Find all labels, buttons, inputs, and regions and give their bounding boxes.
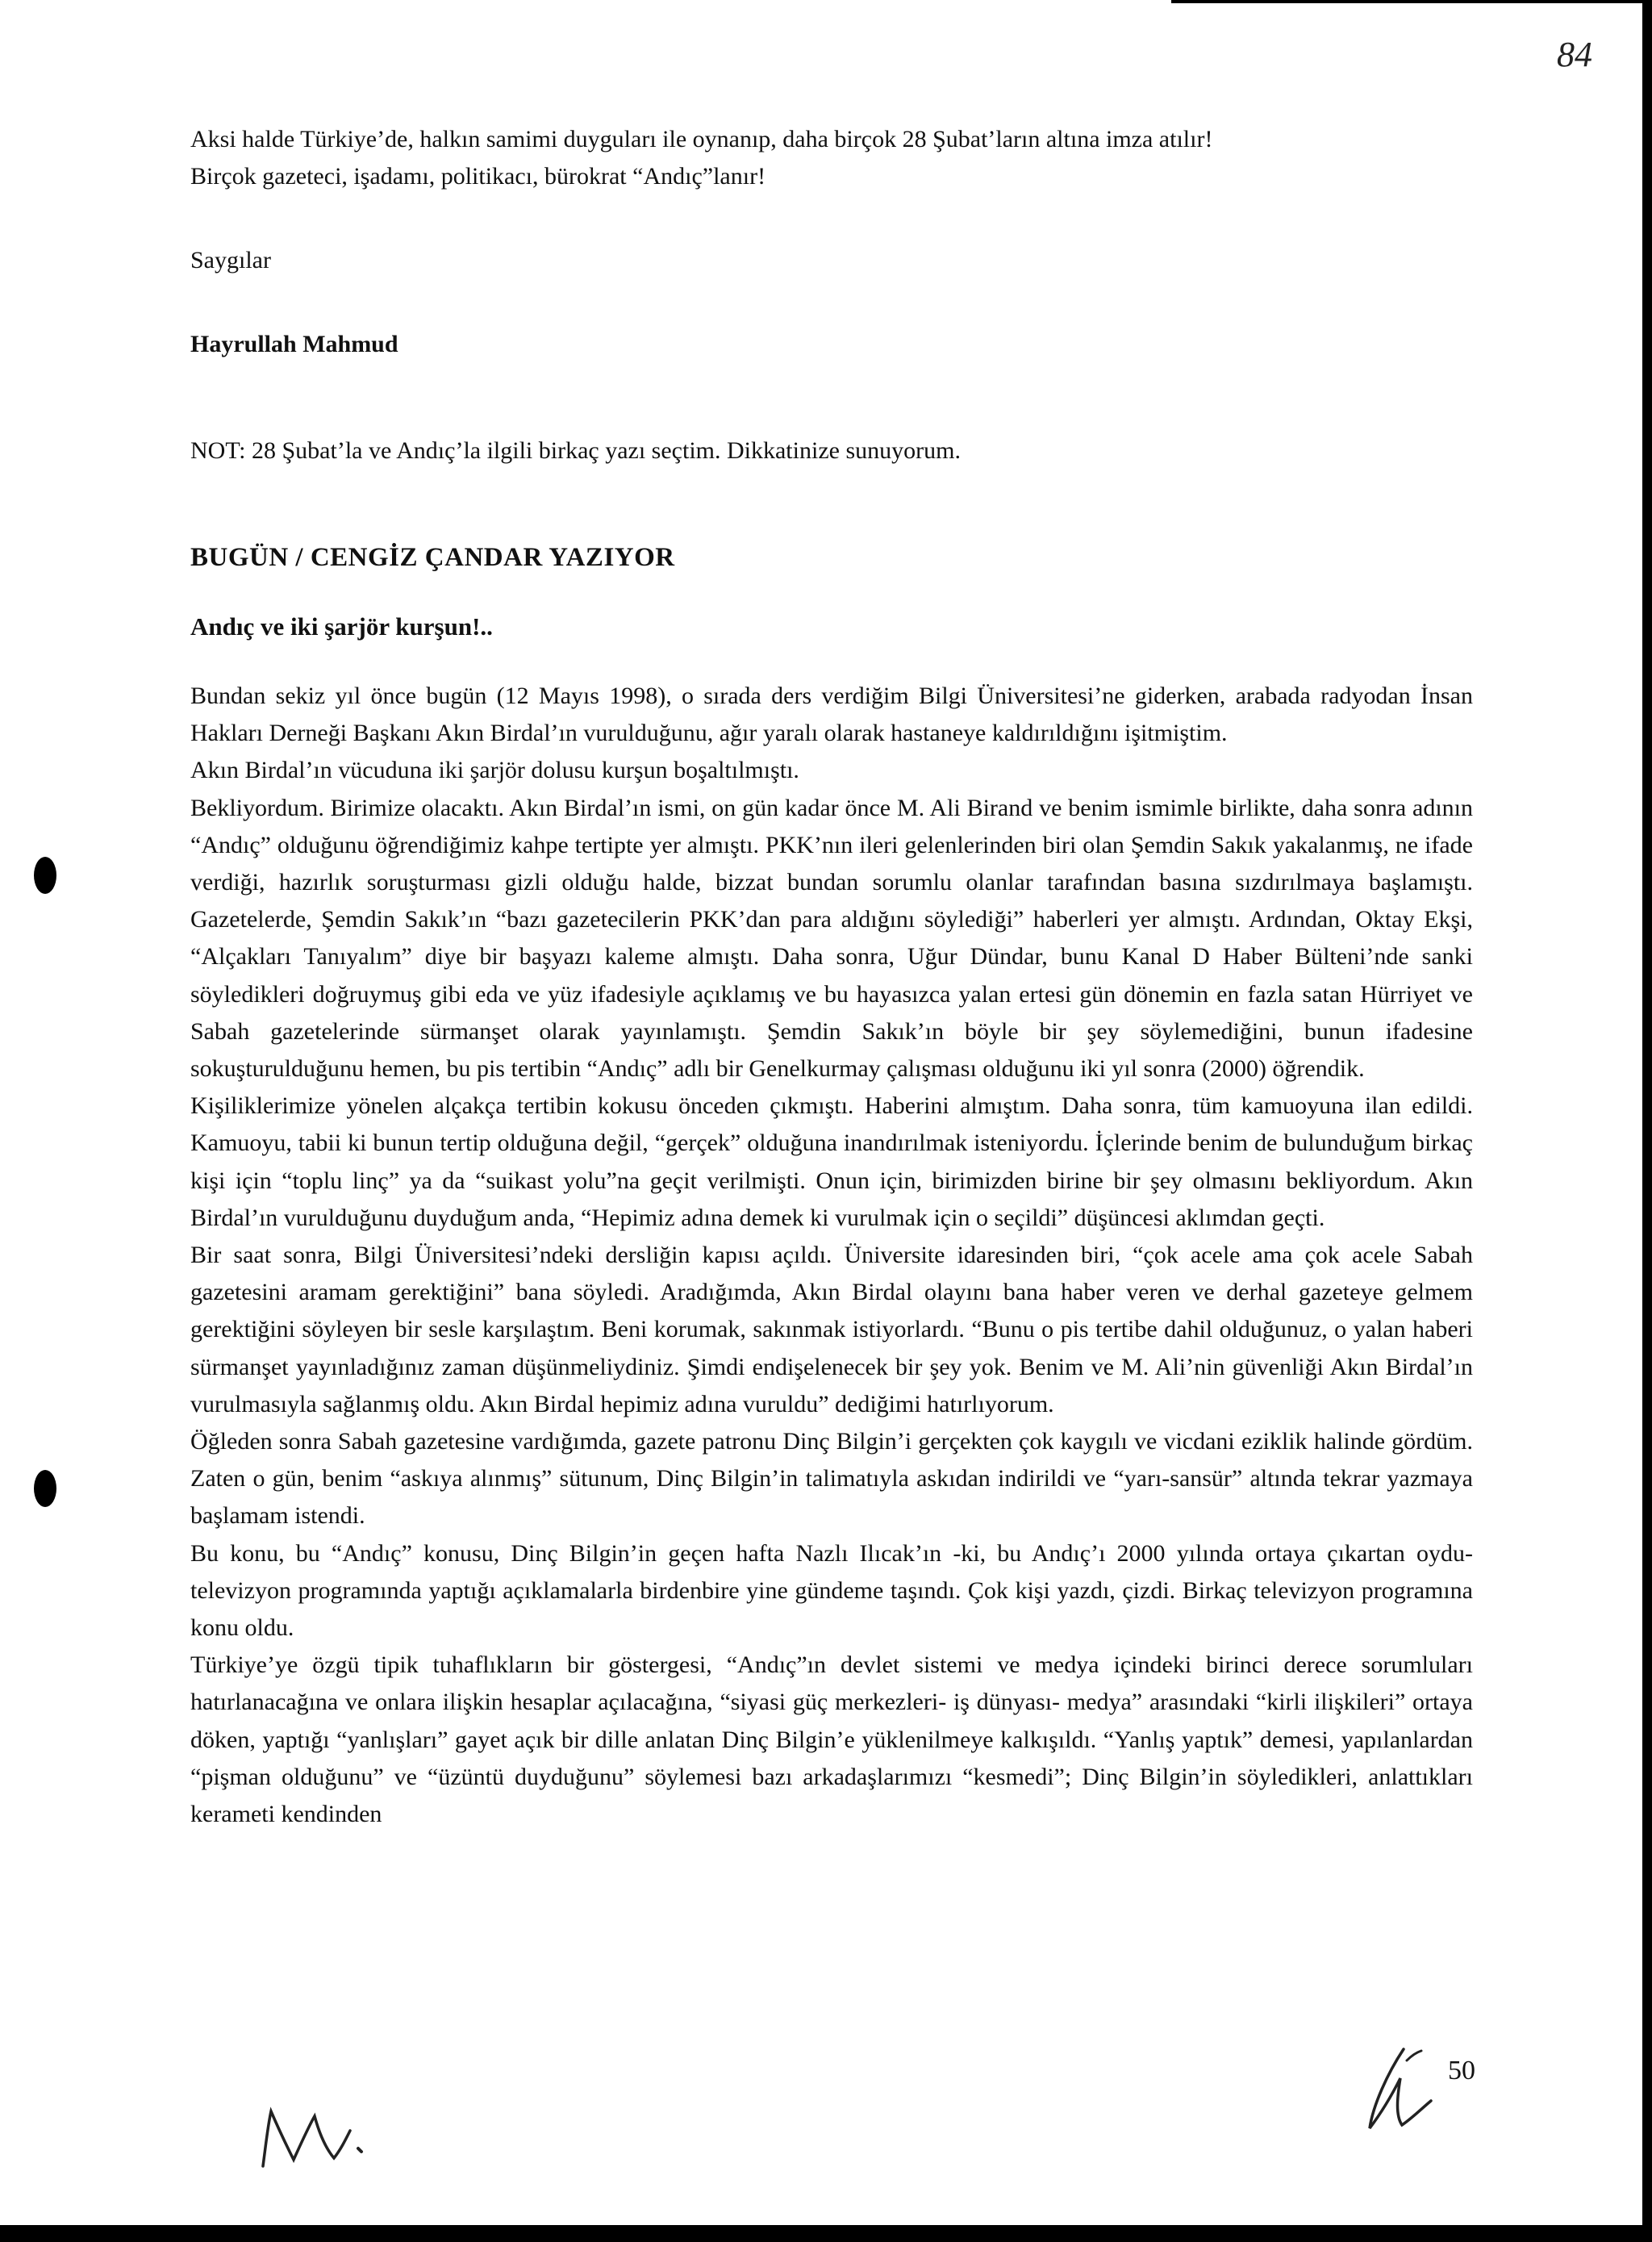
article-paragraph: Bu konu, bu “Andıç” konusu, Dinç Bilgin’in geçen hafta Nazlı Ilıcak’ın -ki, bu Andıç’ı 2000 yılında ortaya çıkartan oydu- televizyon programında yaptığı açıklamalarla birdenbire yine gündeme taşındı. Çok kişi yazdı, çizdi. Birkaç televizyon programına konu oldu. (190, 1539, 1473, 1642)
article-paragraph: Bekliyordum. Birimize olacaktı. Akın Birdal’ın ismi, on gün kadar önce M. Ali Birand ve benim ismimle birlikte, daha sonra adının “Andıç” olduğunu öğrendiğimiz kahpe tertipte yer almıştı. PKK’nın ileri gelenlerinden biri olan Şemdin Sakık yakalanmış, ne ifade verdiği, hazırlık soruşturması gizli olduğu halde, bizzat bundan sorumlu olanlar tarafından basına sızdırılmaya başlamıştı. Gazetelerde, Şemdin Sakık’ın “bazı gazetecilerin PKK’dan para aldığını söylediği” haberleri yer almıştı. Ardından, Oktay Ekşi, “Alçakları Tanıyalım” diye bir başyazı kaleme almıştı. Daha sonra, Uğur Dündar, bunu Kanal D Haber Bülteni’nde sanki söyledikleri doğruymuş gibi eda ve yüz ifadesiyle açıklamış ve bu hayasızca yalan ertesi gün dönemin en fazla satan Hürriyet ve Sabah gazetelerinde sürmanşet olarak yayınlamıştı. Şemdin Sakık’ın böyle bir şey söylemediğini, bunun ifadesine sokuşturulduğunu hemen, bu pis tertibin “Andıç” adlı bir Genelkurmay çalışması olduğunu iki yıl sonra (2000) öğrendik. (190, 794, 1473, 1083)
article-paragraph: Türkiye’ye özgü tipik tuhaflıkların bir göstergesi, “Andıç”ın devlet sistemi ve medya içindeki birinci derece sorumluları hatırlanacağına ve onlara ilişkin hesaplar açılacağına, “siyasi güç merkezleri- iş dünyası- medya” arasındaki “kirli ilişkileri” ortaya döken, yaptığı “yanlışları” gayet açık bir dille anlatan Dinç Bilgin’e yüklenilmeye kalkışıldı. “Yanlış yaptık” demesi, yapılanlardan “pişman olduğunu” ve “üzüntü duyduğunu” söylemesi bazı arkadaşlarımızı “kesmedi”; Dinç Bilgin’in söyledikleri, anlattıkları kerameti kendinden (190, 1651, 1473, 1828)
scan-border-right (1642, 0, 1652, 2242)
page-number: 50 (1448, 2056, 1475, 2085)
column-heading: BUGÜN / CENGİZ ÇANDAR YAZIYOR (190, 543, 675, 572)
intro-line-1: Aksi halde Türkiye’de, halkın samimi duyguları ile oynanıp, daha birçok 28 Şubat’ların altına imza atılır! (190, 126, 1213, 152)
article-paragraph: Öğleden sonra Sabah gazetesine vardığımda, gazete patronu Dinç Bilgin’i gerçekten çok kaygılı ve vicdani eziklik halinde gördüm. Zaten o gün, benim “askıya alınmış” sütunum, Dinç Bilgin’in talimatıyla askıdan indirildi ve “yarı-sansür” altında tekrar yazmaya başlamam istendi. (190, 1428, 1473, 1530)
note: NOT: 28 Şubat’la ve Andıç’la ilgili birkaç yazı seçtim. Dikkatinize sunuyorum. (190, 437, 961, 464)
handwritten-page-number: 84 (1557, 35, 1592, 74)
article-paragraph: Bir saat sonra, Bilgi Üniversitesi’ndeki dersliğin kapısı açıldı. Üniversite idaresinden biri, “çok acele ama çok acele Sabah gazetesini aramam gerektiğini” bana söyledi. Aradığımda, Akın Birdal olayını bana haber veren ve derhal gazeteye gelmem gerektiğini söyleyen bir sesle karşılaştım. Beni korumak, sakınmak istiyorlardı. “Bunu o pis tertibe dahil olduğunuz, o yalan haberi sürmanşet yayınladığınız zaman düşünmeliydiniz. Şimdi endişelenecek bir şey yok. Benim ve M. Ali’nin güvenliği Akın Birdal’ın vurulmasıyla sağlanmış oldu. Akın Birdal hepimiz adına vuruldu” dediğimi hatırlıyorum. (190, 1242, 1473, 1417)
article-paragraph: Kişiliklerimize yönelen alçakça tertibin kokusu önceden çıkmıştı. Haberini almıştım. Daha sonra, tüm kamuoyuna ilan edildi. Kamuoyu, tabii ki bunun tertip olduğuna değil, “gerçek” olduğuna inandırılmak isteniyordu. İçlerinde benim de bulunduğum birkaç kişi için “toplu linç” ya da “suikast yolu”na geçit verilmişti. Onun için, birimizden birine bir şey olmasını bekliyordum. Akın Birdal’ın vurulduğunu duyduğum anda, “Hepimiz adına demek ki vurulmak için o seçildi” düşüncesi aklımdan geçti. (190, 1092, 1473, 1231)
document-body (190, 121, 1473, 1833)
article-title: Andıç ve iki şarjör kurşun!.. (190, 612, 493, 641)
article-paragraph: Bundan sekiz yıl önce bugün (12 Mayıs 1998), o sırada ders verdiğim Bilgi Üniversitesi’ne giderken, arabada radyodan İnsan Hakları Derneği Başkanı Akın Birdal’ın vurulduğunu, ağır yaralı olarak hastaneye kaldırıldığını işitmiştim. (190, 683, 1473, 747)
handwritten-initials-left (257, 2102, 386, 2174)
greeting: Saygılar (190, 247, 271, 273)
article-paragraph: Akın Birdal’ın vücuduna iki şarjör dolusu kurşun boşaltılmıştı. (190, 757, 799, 784)
punch-hole-lower (34, 1470, 56, 1507)
punch-hole-upper (34, 857, 56, 894)
intro-line-2: Birçok gazeteci, işadamı, politikacı, bürokrat “Andıç”lanır! (190, 163, 766, 190)
scan-border-bottom (0, 2225, 1652, 2242)
signature-name: Hayrullah Mahmud (190, 331, 398, 357)
scan-border-top (1171, 0, 1652, 3)
handwritten-initials-right (1355, 2041, 1444, 2138)
